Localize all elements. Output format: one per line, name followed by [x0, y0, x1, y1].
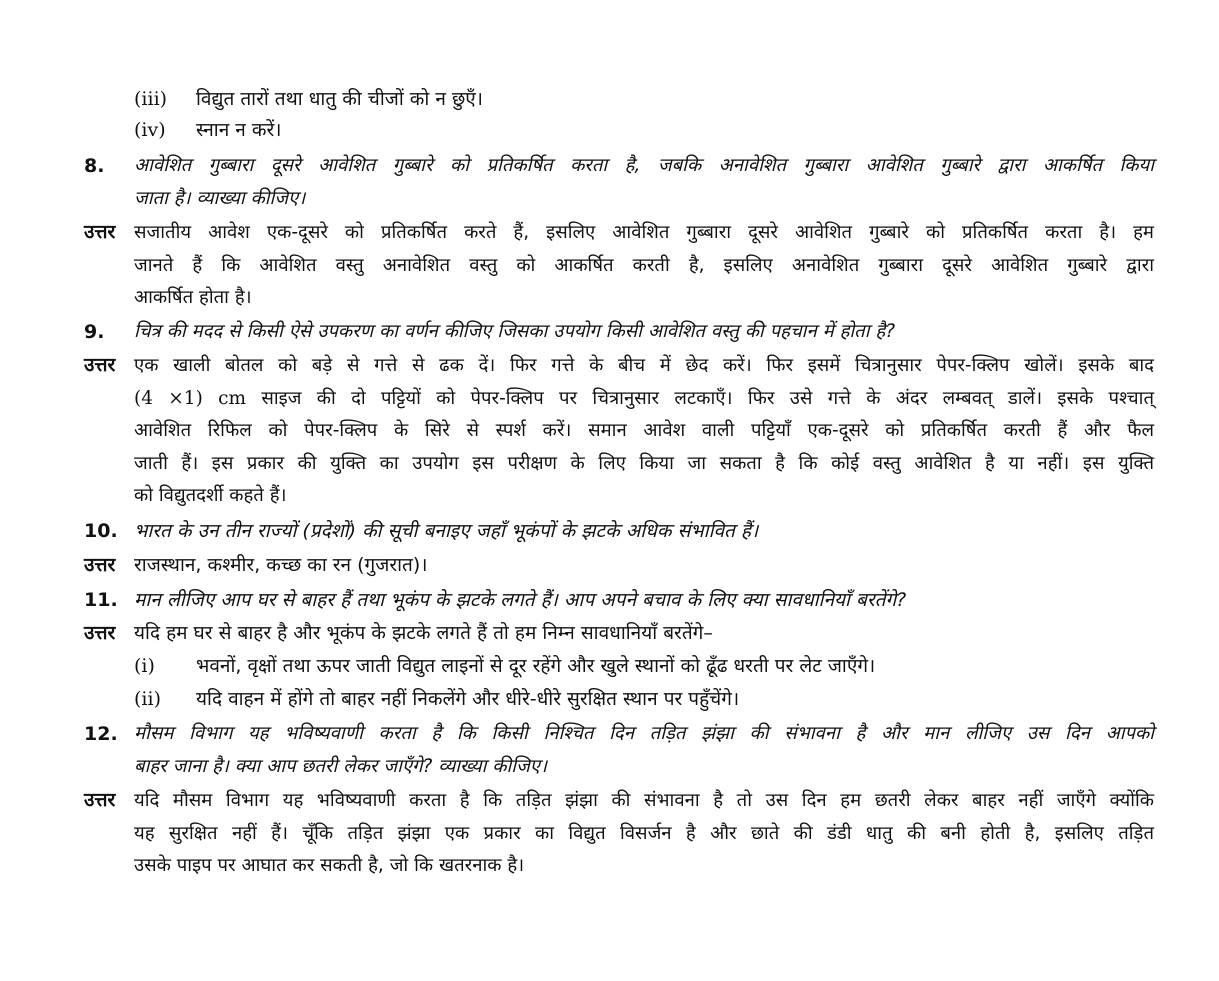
question-8 — [134, 150, 1154, 215]
answer-line: यदि मौसम विभाग यह भविष्यवाणी करता है कि तड़ित झंझा की संभावना है तो उस दिन हम छतरी लेकर बाहर नहीं जाएँगे क्योंकि — [134, 790, 1154, 811]
question-number: 10. — [84, 520, 118, 542]
dimension-formula: (4 ×1) cm — [134, 387, 247, 409]
question-number: 12. — [84, 723, 118, 745]
question-line: चित्र की मदद से किसी ऐसे उपकरण का वर्णन कीजिए जिसका उपयोग किसी आवेशित वस्तु की पहचान में होता है? — [134, 321, 896, 342]
sub-item-number: (iii) — [134, 88, 168, 110]
question-11: मान लीजिए आप घर से बाहर हैं तथा भूकंप के झटके लगते हैं। आप अपने बचाव के लिए क्या सावधानियाँ बरतेंगे? — [134, 589, 907, 611]
sub-item-text: यदि वाहन में होंगे तो बाहर नहीं निकलेंगे और धीरे-धीरे सुरक्षित स्थान पर पहुँचेंगे। — [196, 688, 740, 710]
question-number: 11. — [84, 589, 118, 611]
question-line: मौसम विभाग यह भविष्यवाणी करता है कि किसी निश्चित दिन तड़ित झंझा की संभावना है और मान लीजिए उस दिन आपको — [134, 723, 1154, 744]
answer-line: उसके पाइप पर आघात कर सकती है, जो कि खतरनाक है। — [134, 855, 525, 876]
answer-label: उत्तर — [84, 554, 116, 576]
answer-line: सजातीय आवेश एक-दूसरे को प्रतिकर्षित करते हैं, इसलिए आवेशित गुब्बारा दूसरे आवेशित गुब्बारे को प्रतिकर्षित करता है। हम — [134, 222, 1154, 243]
answer-line: जानते हैं कि आवेशित वस्तु अनावेशित वस्तु को आकर्षित करती है, इसलिए अनावेशित गुब्बारा दूसरे आवेशित गुब्बारे द्वारा — [134, 254, 1154, 276]
sub-item-text: भवनों, वृक्षों तथा ऊपर जाती विद्युत लाइनों से दूर रहेंगे और खुले स्थानों को ढूँढ धरती पर लेट जाएँगे। — [196, 655, 876, 677]
answer-line: एक खाली बोतल को बड़े से गत्ते से ढक दें। फिर गत्ते के बीच में छेद करें। फिर इसमें चित्रानुसार पेपर-क्लिप खोलें। इसके बाद — [134, 355, 1154, 376]
answer-line-with-formula — [134, 383, 1154, 416]
answer-9 — [134, 350, 1154, 513]
question-9 — [134, 316, 1154, 349]
answer-line: यह सुरक्षित नहीं हैं। चूँकि तड़ित झंझा एक प्रकार का विद्युत विसर्जन है और छाते की डंडी धातु की बनी होती है, इसलिए तड़ित — [134, 822, 1154, 844]
answer-12 — [134, 785, 1154, 883]
answer-label: उत्तर — [84, 354, 116, 376]
question-10: भारत के उन तीन राज्यों (प्रदेशों) की सूची बनाइए जहाँ भूकंपों के झटके अधिक संभावित हैं। — [134, 520, 759, 542]
sub-item-number: (iv) — [134, 119, 166, 141]
question-number: 9. — [84, 321, 105, 343]
sub-item-number: (i) — [134, 655, 155, 677]
answer-line: जाती हैं। इस प्रकार की युक्ति का उपयोग इस परीक्षण के लिए किया जा सकता है कि कोई वस्तु आवेशित है या नहीं। इस युक्ति — [134, 452, 1154, 474]
sub-item-text: स्नान न करें। — [196, 119, 282, 141]
sub-item-number: (ii) — [134, 688, 161, 710]
answer-line: आकर्षित होता है। — [134, 287, 252, 308]
answer-11: यदि हम घर से बाहर है और भूकंप के झटके लगते हैं तो हम निम्न सावधानियाँ बरतेंगे– — [134, 622, 713, 644]
answer-line: को विद्युतदर्शी कहते हैं। — [134, 485, 287, 506]
question-line: बाहर जाना है। क्या आप छतरी लेकर जाएँगे? व्याख्या कीजिए। — [134, 755, 548, 777]
answer-10: राजस्थान, कश्मीर, कच्छ का रन (गुजरात)। — [134, 554, 428, 576]
question-line: आवेशित गुब्बारा दूसरे आवेशित गुब्बारे को प्रतिकर्षित करता है, जबकि अनावेशित गुब्बारा आवेशित गुब्बारे द्वारा आकर्षित किया — [134, 155, 1154, 176]
answer-label: उत्तर — [84, 789, 116, 811]
answer-label: उत्तर — [84, 221, 116, 243]
question-number: 8. — [84, 155, 105, 177]
answer-line: आवेशित रिफिल को पेपर-क्लिप के सिरे से स्पर्श करें। समान आवेश वाली पट्टियाँ एक-दूसरे को प्रतिकर्षित करती हैं और फैल — [134, 420, 1154, 441]
question-line: जाता है। व्याख्या कीजिए। — [134, 187, 306, 209]
answer-label: उत्तर — [84, 622, 116, 644]
answer-8 — [134, 217, 1154, 315]
answer-line-rest: साइज की दो पट्टियों को पेपर-क्लिप पर चित्रानुसार लटकाएँ। फिर उसे गत्ते के अंदर लम्बवत् डालें। इसके पश्चात् — [261, 387, 1154, 409]
question-12 — [134, 718, 1154, 783]
sub-item-text: विद्युत तारों तथा धातु की चीजों को न छुएँ। — [196, 88, 483, 110]
